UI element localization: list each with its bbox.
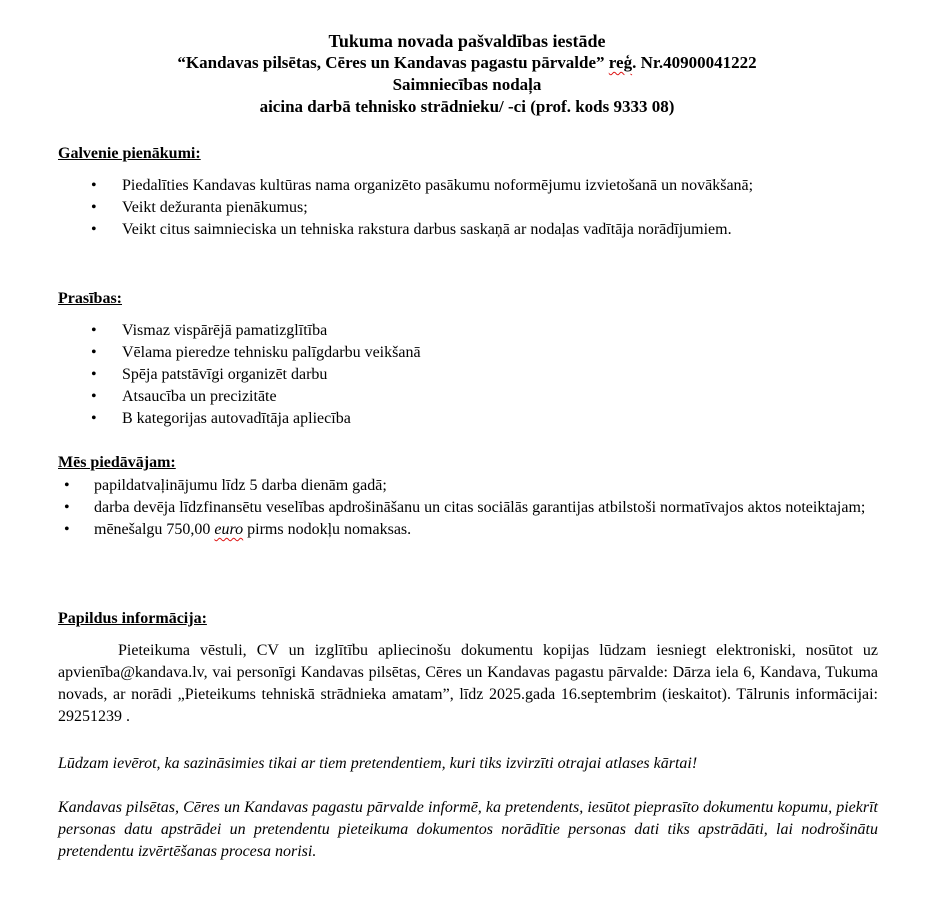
selection-notice: Lūdzam ievērot, ka sazināsimies tikai ar tiem pretendentiem, kuri tiks izvirzīti otrajai atlases kārtai! (58, 755, 698, 772)
list-item: • Veikt citus saimnieciska un tehniska rakstura darbus saskaņā ar nodaļas vadītāja norādījumiem. (122, 219, 852, 241)
header-department: Saimniecības nodaļa (392, 75, 542, 94)
header-job-title: aicina darbā tehnisko strādnieku/ -ci (prof. kods 9333 08) (259, 97, 675, 116)
info-title: Papildus informācija: (58, 610, 207, 627)
list-item: • darba devēja līdzfinansētu veselības apdrošināšanu un citas sociālās garantijas atbilstoši normatīvajos aktos noteiktajam; (94, 497, 884, 519)
requirements-title: Prasības: (58, 290, 122, 307)
list-item: • papildatvaļinājumu līdz 5 darba dienām gadā; (94, 475, 884, 497)
offer-title: Mēs piedāvājam: (58, 454, 176, 471)
header-authority-name: “Kandavas pilsētas, Cēres un Kandavas pagastu pārvalde” (177, 53, 609, 72)
list-item (94, 519, 884, 541)
salary-amount: mēnešalgu 750,00 (94, 521, 215, 538)
list-item: • B kategorijas autovadītāja apliecība (122, 408, 852, 430)
header-reg-abbrev: reģ (608, 53, 633, 72)
header-institution: Tukuma novada pašvaldības iestāde (328, 31, 606, 51)
data-processing-notice: Kandavas pilsētas, Cēres un Kandavas pagastu pārvalde informē, ka pretendents, iesūtot pieprasīto dokumentu kopumu, piekrīt personas datu apstrādei un pretendentu pieteikuma dokumentos norādītie personas dati tiks apstrādāti, lai nodrošinātu pretendentu izvērtēšanas procesa norisi. (58, 799, 878, 860)
requirements-list (122, 320, 852, 430)
salary-note: pirms nodokļu nomaksas. (243, 521, 412, 538)
document-header (0, 30, 934, 118)
list-item: • Piedalīties Kandavas kultūras nama organizēto pasākumu noformējumu izvietošanā un novākšanā; (122, 175, 852, 197)
list-item: • Vēlama pieredze tehnisku palīgdarbu veikšanā (122, 342, 852, 364)
list-item: • Veikt dežuranta pienākumus; (122, 197, 852, 219)
application-paragraph: Pieteikuma vēstuli, CV un izglītību apliecinošu dokumentu kopijas lūdzam iesniegt elektroniski, nosūtot uz apvienība@kandava.lv, vai personīgi Kandavas pilsētas, Cēres un Kandavas pagastu pārvalde: Dārza iela 6, Kandava, Tukuma novads, ar norādi „Pieteikums tehniskā strādnieka amatam”, līdz 2025.gada 16.septembrim (ieskaitot). Tālrunis informācijai: 29251239 . (58, 642, 878, 725)
duties-title: Galvenie pienākumi: (58, 145, 201, 162)
list-item: • Vismaz vispārējā pamatizglītība (122, 320, 852, 342)
duties-list (122, 175, 852, 241)
list-item: • Spēja patstāvīgi organizēt darbu (122, 364, 852, 386)
offer-list (94, 475, 884, 541)
list-item: • Atsaucība un precizitāte (122, 386, 852, 408)
salary-currency: euro (214, 521, 244, 538)
header-authority (0, 52, 934, 74)
header-reg-number: . Nr.40900041222 (632, 53, 757, 72)
